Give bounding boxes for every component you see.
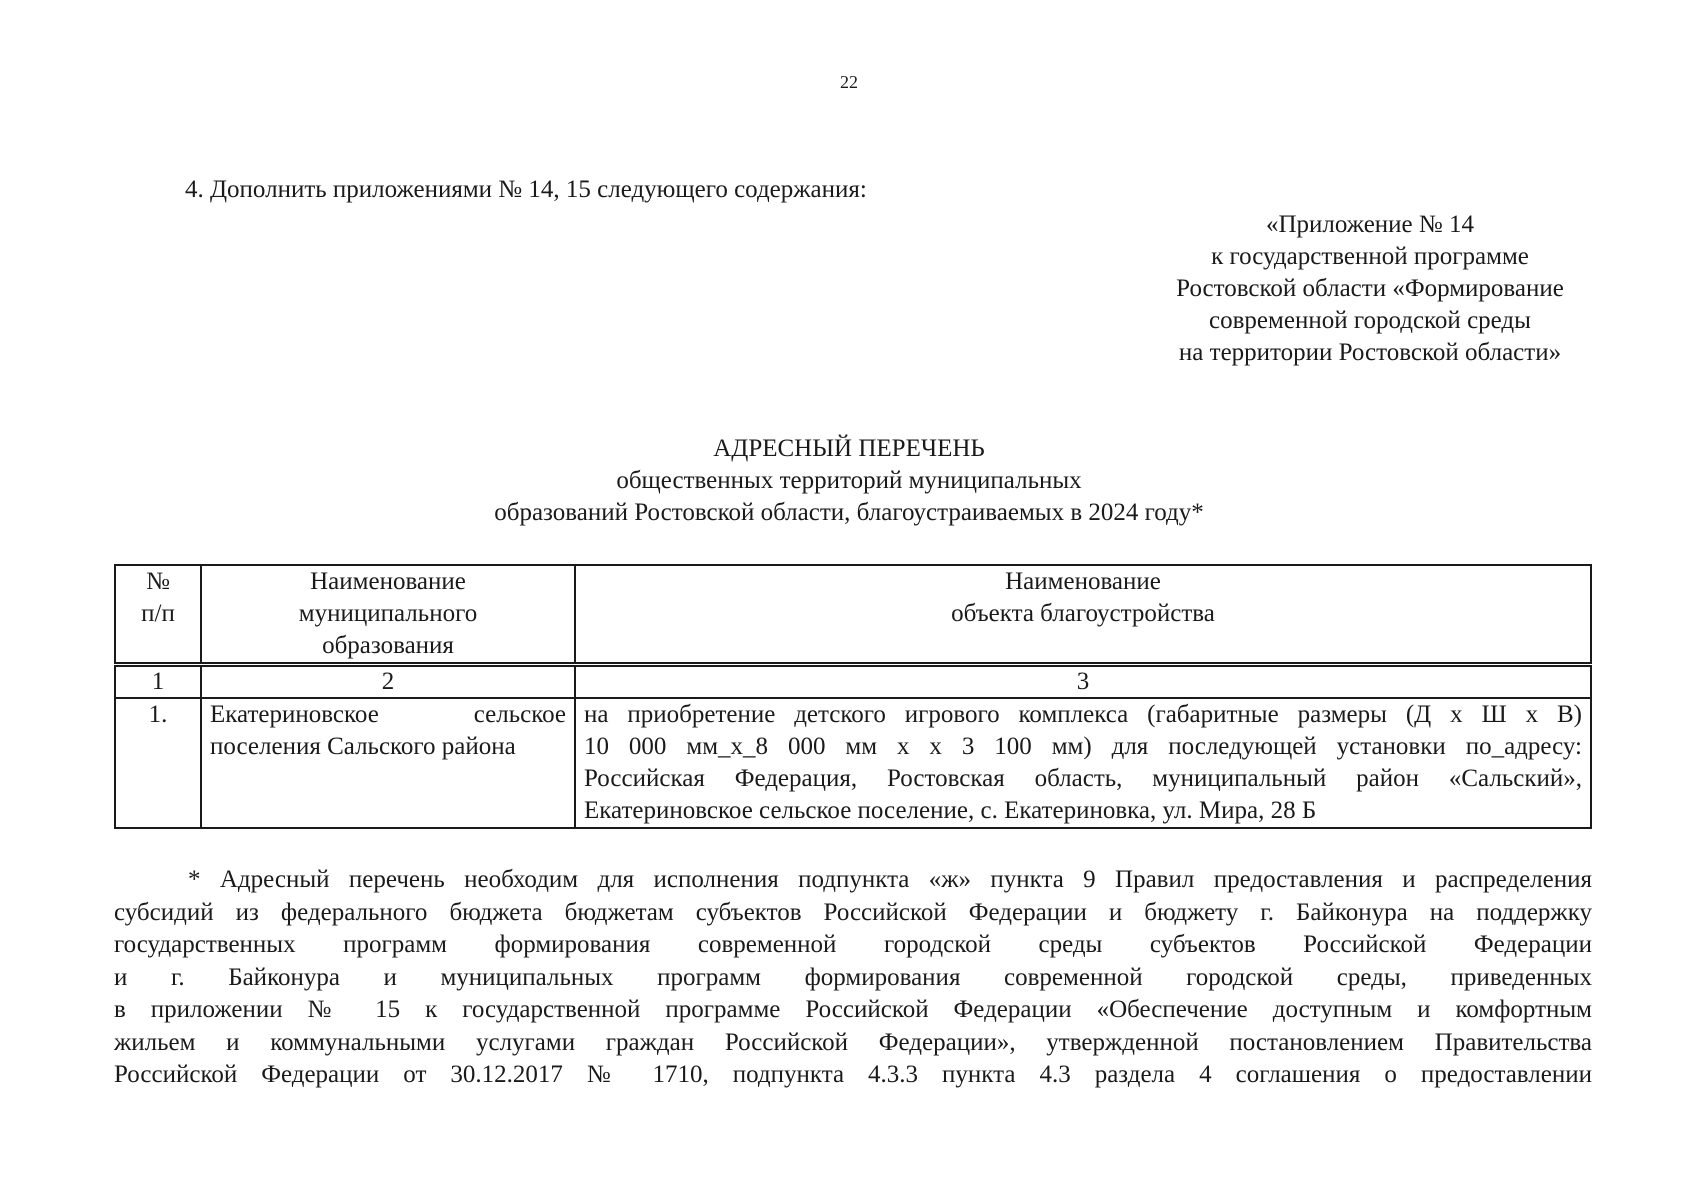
footnote-line: субсидий из федерального бюджета бюджетам субъектов Российской Федерации и бюджету г. Байконура на поддержку: [114, 898, 1592, 926]
page-number: 22: [840, 72, 858, 92]
header-cell-municipality: [201, 565, 575, 665]
column-number-cell: 1: [115, 665, 201, 699]
object-line: Российская Федерация, Ростовская область, муниципальный район «Сальский»,: [584, 765, 1582, 792]
appendix-line: «Приложение № 14: [1265, 211, 1475, 238]
table-header-row: [115, 565, 1591, 665]
municipality-cell: [201, 698, 575, 828]
column-number-cell: 3: [575, 665, 1591, 699]
title-line: АДРЕСНЫЙ ПЕРЕЧЕНЬ: [713, 435, 985, 462]
object-cell: [575, 698, 1591, 828]
object-line: Екатериновское сельское поселение, с. Екатериновка, ул. Мира, 28 Б: [584, 797, 1317, 824]
municipality-line: поселения Сальского района: [210, 733, 516, 760]
appendix-line: Ростовской области «Формирование: [1176, 275, 1564, 302]
intro-paragraph: 4. Дополнить приложениями № 14, 15 следующего содержания:: [185, 176, 867, 203]
footnote-line: в приложении № 15 к государственной программе Российской Федерации «Обеспечение доступным и комфортным: [114, 996, 1592, 1023]
footnote-line: Российской Федерации от 30.12.2017 № 1710, подпункта 4.3.3 пункта 4.3 раздела 4 соглашения о предоставлении: [114, 1061, 1592, 1088]
appendix-heading: [1130, 209, 1610, 369]
header-text: №: [146, 568, 170, 595]
header-text: образования: [322, 632, 454, 659]
header-text: муниципального: [298, 600, 478, 627]
appendix-line: на территории Ростовской области»: [1178, 339, 1562, 366]
header-text: п/п: [141, 600, 175, 627]
footnote-line: и г. Байконура и муниципальных программ формирования современной городской среды, приведенных: [114, 963, 1592, 991]
object-line: на приобретение детского игрового комплекса (габаритные размеры (Д х Ш х В): [584, 701, 1582, 728]
municipality-line: Екатериновское сельское: [210, 701, 566, 728]
appendix-line: современной городской среды: [1209, 307, 1531, 334]
column-number-row: [115, 665, 1591, 699]
row-number-cell: 1.: [115, 698, 201, 828]
footnote: [114, 864, 1592, 1092]
subtitle-line: образований Ростовской области, благоустраиваемых в 2024 году*: [494, 499, 1204, 526]
table-row: [115, 698, 1591, 828]
footnote-line: жильем и коммунальными услугами граждан Российской Федерации», утвержденной постановлением Правительства: [114, 1028, 1592, 1056]
address-list-table: [114, 564, 1592, 829]
header-text: Наименование: [1005, 568, 1161, 595]
header-cell-object: [575, 565, 1591, 665]
footnote-line: государственных программ формирования современной городской среды субъектов Российской Федерации: [114, 931, 1592, 958]
header-text: Наименование: [310, 568, 466, 595]
appendix-line: к государственной программе: [1211, 243, 1529, 270]
footnote-line: * Адресный перечень необходим для исполнения подпункта «ж» пункта 9 Правил предоставления и распределения: [188, 866, 1592, 893]
document-title: [0, 433, 1698, 529]
object-line: 10 000 мм_х_8 000 мм х х 3 100 мм) для последующей установки по_адресу:: [584, 733, 1582, 760]
header-text: объекта благоустройства: [951, 600, 1215, 627]
header-cell-number: [115, 565, 201, 665]
subtitle-line: общественных территорий муниципальных: [616, 467, 1082, 494]
column-number-cell: 2: [201, 665, 575, 699]
